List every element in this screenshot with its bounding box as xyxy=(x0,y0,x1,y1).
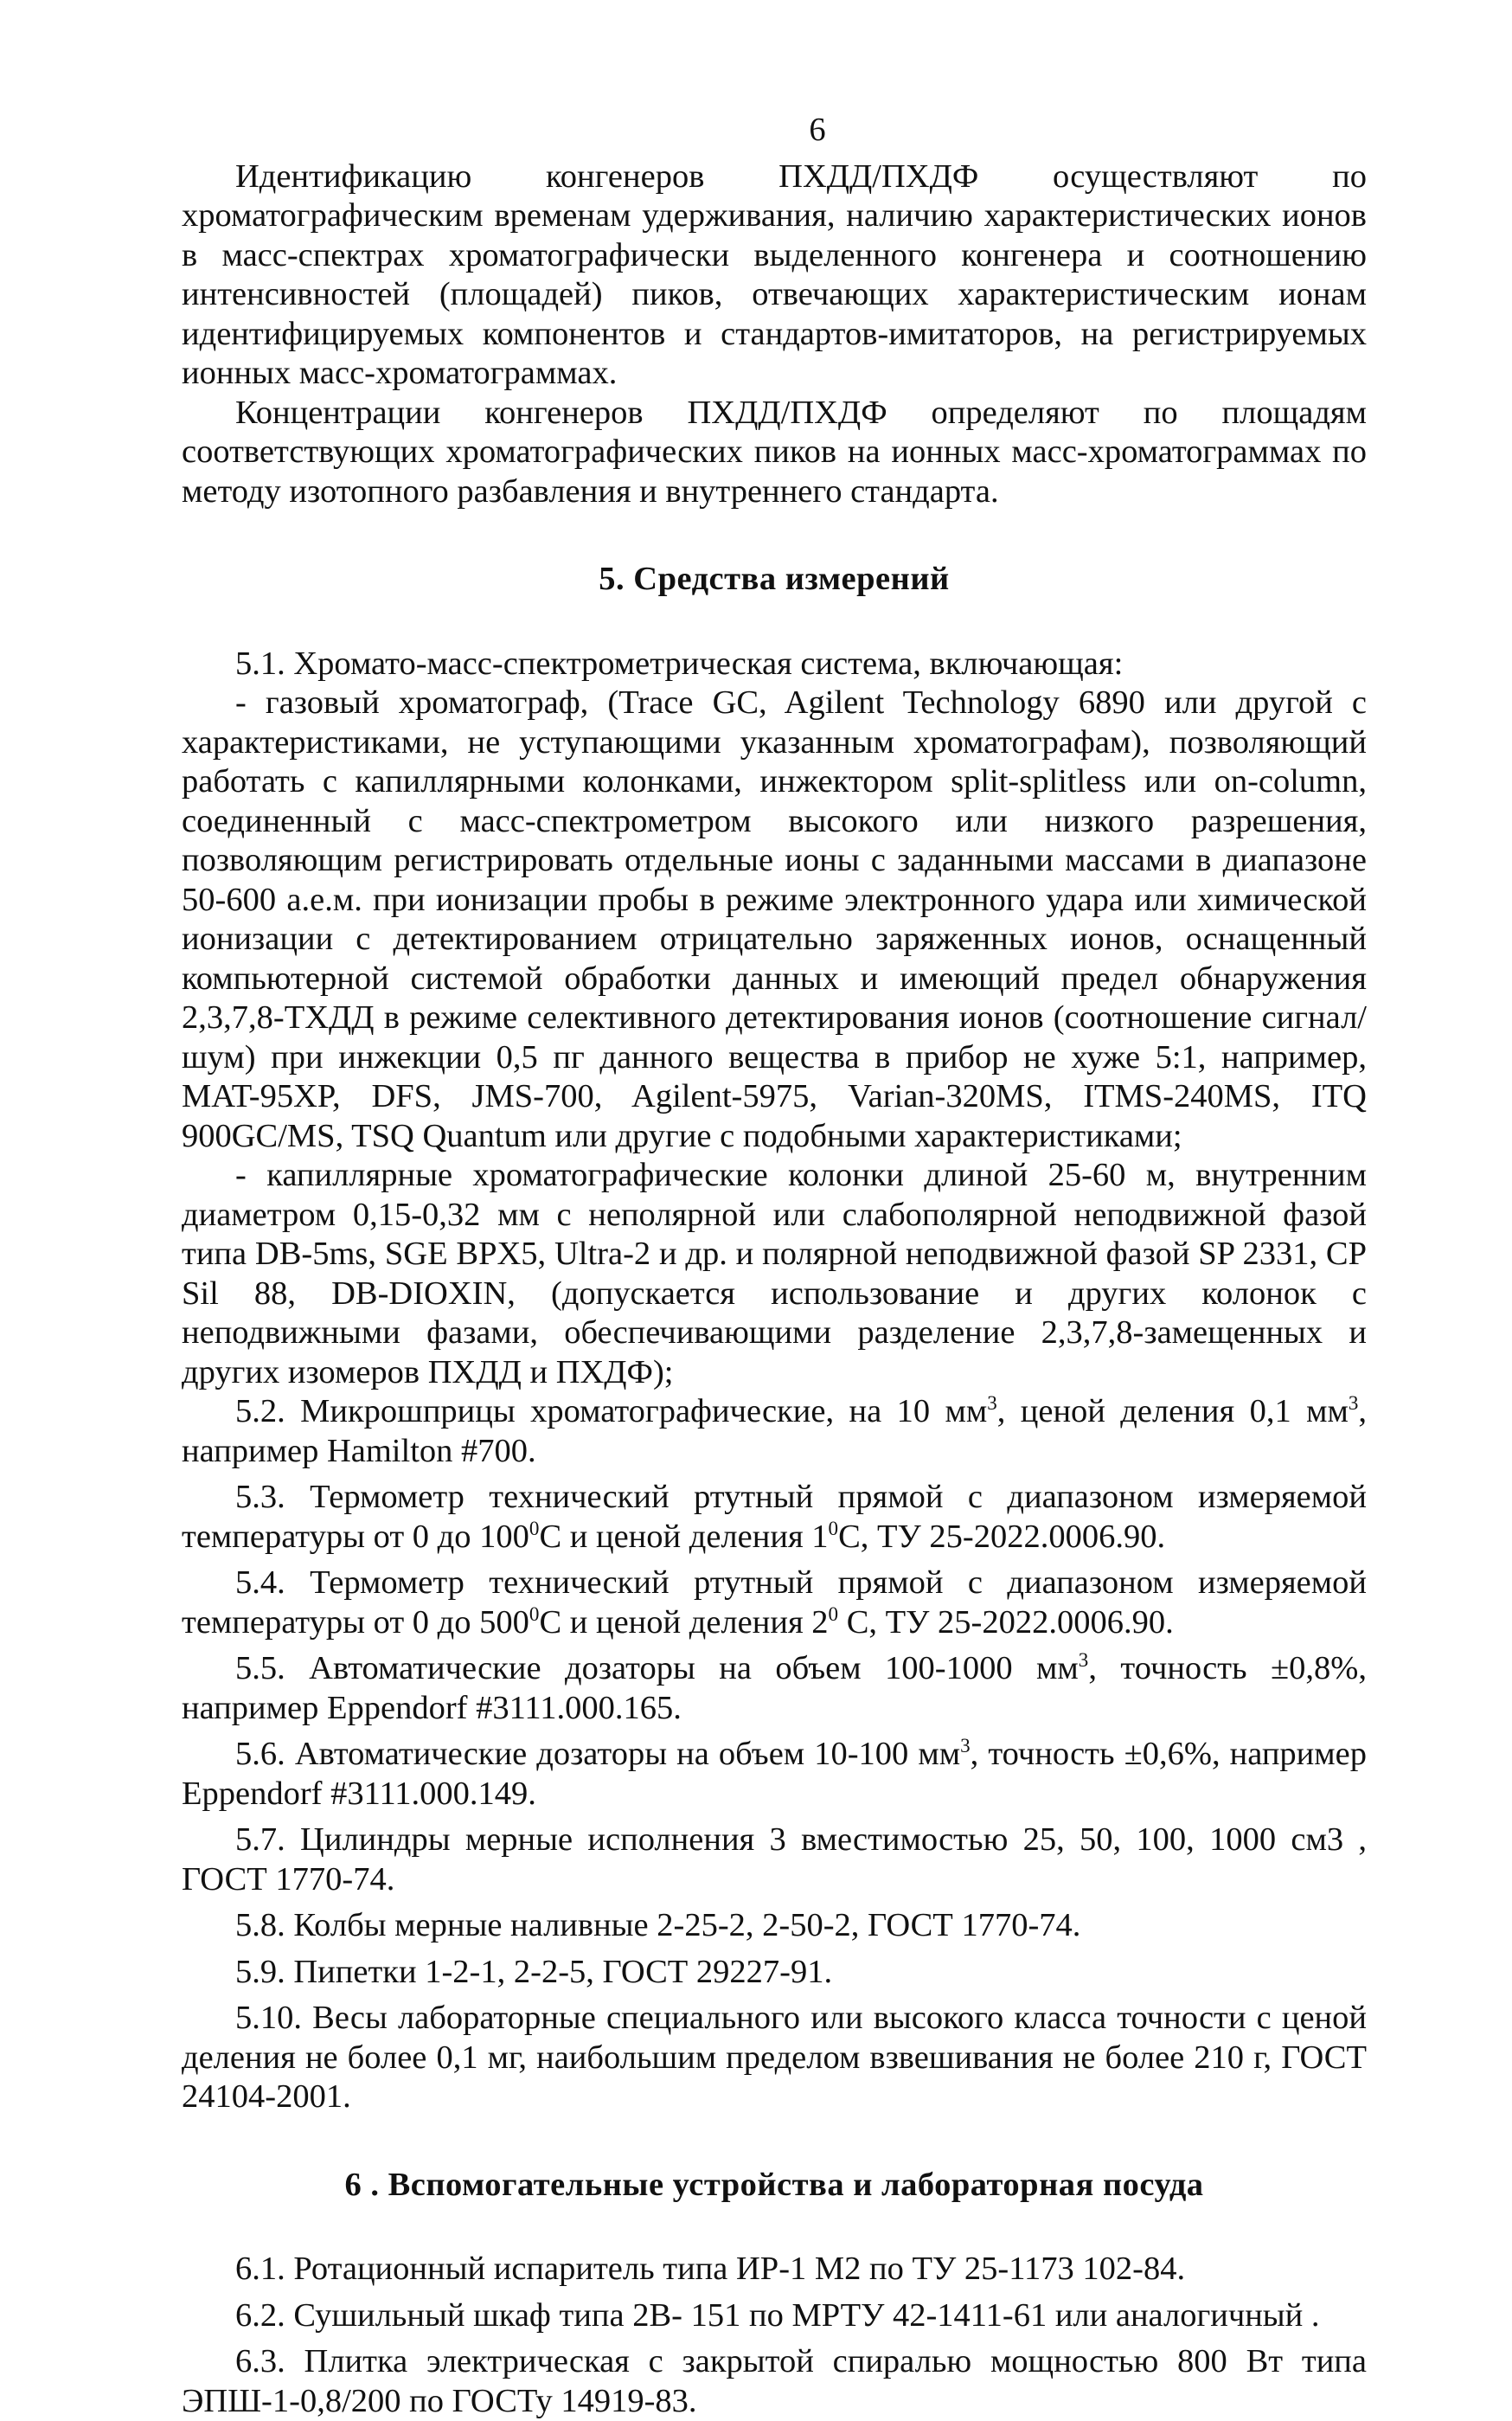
page-number: 6 xyxy=(809,112,826,148)
item-5-6: 5.6. Автоматические дозаторы на объем 10-100 $мм^3$, точность ±0,6%, например Eppendorf #3111.000.149. xyxy=(182,1734,1367,1812)
document-page xyxy=(182,111,1367,2421)
intro-paragraph-concentration: Концентрации конгенеров ПХДД/ПХДФ определяют по площадям соответствующих хроматографических пиков на ионных масс-хроматограммах по методу изотопного разбавления и внутреннего стандарта. xyxy=(182,394,1367,510)
item-5-9: 5.9. Пипетки 1-2-1, 2-2-5, ГОСТ 29227-91. xyxy=(235,1953,833,1990)
item-5-1-capillary-columns: - капиллярные хроматографические колонки длиной 25-60 м, внутренним диаметром 0,15-0,32 мм с неполярной или слабополярной неподвижной фазой типа DB-5ms, SGE BPX5, Ultra-2 и др. и полярной неподвижной фазой SP 2331, CP Sil 88, DB-DIOXIN, (допускается использование и других колонок с неподвижными фазами, обеспечивающими разделение 2,3,7,8-замещенных и других изомеров ПХДД и ПХДФ); xyxy=(182,1157,1367,1390)
item-6-1: 6.1. Ротационный испаритель типа ИР-1 М2 по ТУ 25-1173 102-84. xyxy=(235,2251,1186,2287)
item-6-3: 6.3. Плитка электрическая с закрытой спиралью мощностью 800 Вт типа ЭПШ-1-0,8/200 по ГОСТу 14919-83. xyxy=(182,2343,1367,2419)
section-5-heading: 5. Средства измерений xyxy=(599,561,950,597)
item-5-1-gas-chromatograph: - газовый хроматограф, (Trace GC, Agilent Technology 6890 или другой с характеристиками, не уступающими указанным хроматографам), позволяющий работать с капиллярными колонками, инжектором split-splitless или on-column, соединенный с масс-спектрометром высокого или низкого разрешения, позволяющим регистрировать отдельные ионы с заданными массами в диапазоне 50-600 а.е.м. при ионизации пробы в режиме электронного удара или химической ионизации с детектированием отрицательно заряженных ионов, оснащенный компьютерной системой обработки данных и имеющий предел обнаружения 2,3,7,8-ТХДД в режиме селективного детектирования ионов (соотношение сигнал/шум) при инжекции 0,5 пг данного вещества в прибор не хуже 5:1, например, MAT-95XP, DFS, JMS-700, Agilent-5975, Varian-320MS, ITMS-240MS, ITQ 900GC/MS, TSQ Quantum или другие с подобными характеристиками; xyxy=(182,684,1367,1154)
item-5-10: 5.10. Весы лабораторные специального или высокого класса точности с ценой деления не более 0,1 мг, наибольшим пределом взвешивания не более 210 г, ГОСТ 24104-2001. xyxy=(182,2000,1367,2115)
item-6-2: 6.2. Сушильный шкаф типа 2В- 151 по МРТУ 42-1411-61 или аналогичный . xyxy=(235,2296,1320,2334)
section-6-heading: 6 . Вспомогательные устройства и лабораторная посуда xyxy=(344,2166,1204,2203)
item-5-5: 5.5. Автоматические дозаторы на объем 100-1000 $мм^3$, точность ±0,8%, например Eppendorf #3111.000.165. xyxy=(182,1648,1367,1726)
item-5-3: 5.3. Термометр технический ртутный прямой с диапазоном измеряемой температуры от 0 до $100^0С$ и ценой деления $1^0С$, ТУ 25-2022.0006.90. xyxy=(182,1479,1367,1555)
item-5-8: 5.8. Колбы мерные наливные 2-25-2, 2-50-2, ГОСТ 1770-74. xyxy=(235,1907,1081,1943)
item-5-4: 5.4. Термометр технический ртутный прямой с диапазоном измеряемой температуры от 0 до $500^0С$ и ценой деления $2^0$ С, ТУ 25-2022.0006.90. xyxy=(182,1564,1367,1641)
intro-paragraph-identification: Идентификацию конгенеров ПХДД/ПХДФ осуществляют по хроматографическим временам удерживания, наличию характеристических ионов в масс-спектрах хроматографически выделенного конгенера и соотношению интенсивностей (площадей) пиков, отвечающих характеристическим ионам идентифицируемых компонентов и стандартов-имитаторов, на регистрируемых ионных масс-хроматограммах. xyxy=(182,157,1367,391)
item-5-2: 5.2. Микрошприцы хроматографические, на 10 $мм^3$, ценой деления 0,1 $мм^3$, например Hamilton #700. xyxy=(182,1391,1367,1469)
item-5-1: 5.1. Хромато-масс-спектрометрическая система, включающая: xyxy=(235,645,1124,682)
item-5-7: 5.7. Цилиндры мерные исполнения 3 вместимостью 25, 50, 100, 1000 см3 , ГОСТ 1770-74. xyxy=(182,1821,1367,1898)
